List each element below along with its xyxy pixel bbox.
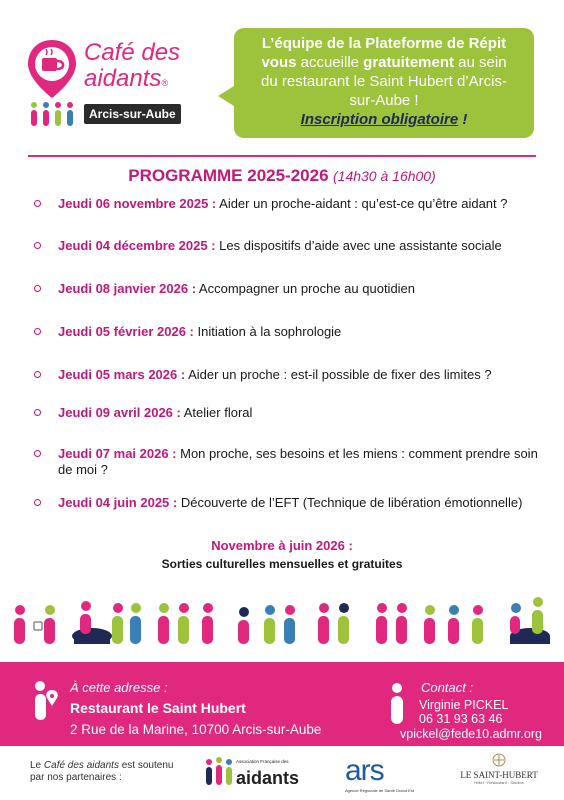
header xyxy=(0,0,564,160)
partners-intro-line2: par nos partenaires : xyxy=(30,772,122,783)
event-topic: Accompagner un proche au quotidien xyxy=(196,281,416,296)
bullet-icon xyxy=(34,371,41,378)
banner-vous: vous xyxy=(261,54,297,71)
contact-person-icon xyxy=(386,682,408,726)
partners-intro-prefix: Le xyxy=(30,760,44,771)
event-date: Jeudi 06 novembre 2025 : xyxy=(58,196,217,211)
event-date: Jeudi 07 mai 2026 : xyxy=(58,446,177,461)
signup-notice xyxy=(242,110,526,129)
banner-au-sein: au sein xyxy=(454,54,507,71)
person-figure-group xyxy=(14,597,550,644)
banner-gratuitement: gratuitement xyxy=(363,54,454,71)
partners-intro xyxy=(30,760,173,784)
partner-logo-ars xyxy=(345,754,414,793)
event-text xyxy=(58,196,558,212)
bullet-icon xyxy=(34,450,41,457)
saint-hubert-name: LE SAINT-HUBERT xyxy=(460,770,538,780)
registered-mark: ® xyxy=(161,78,169,88)
ars-sub: Agence Régionale de Santé Grand Est xyxy=(345,788,414,793)
programme-hours: (14h30 à 16h00) xyxy=(333,168,436,184)
event-text xyxy=(58,324,558,340)
aidants-word: aidants xyxy=(236,768,300,788)
contact-phone[interactable]: 06 31 93 63 46 xyxy=(419,712,503,726)
bullet-icon xyxy=(34,328,41,335)
partners-intro-rest: est soutenu xyxy=(118,760,174,771)
section-divider xyxy=(28,155,536,157)
outings-subtitle: Sorties culturelles mensuelles et gratuites xyxy=(161,557,403,571)
partners-intro-name: Café des aidants xyxy=(43,760,119,771)
signup-link[interactable]: Inscription obligatoire xyxy=(300,111,459,128)
address-label: À cette adresse : xyxy=(70,680,168,695)
contact-name: Virginie PICKEL xyxy=(419,698,509,712)
banner-line3: du restaurant le Saint Hubert d’Arcis- xyxy=(261,73,507,90)
bullet-icon xyxy=(34,242,41,249)
contact-footer xyxy=(0,662,564,746)
saint-hubert-sub: Hôtel · Restaurant · Studios xyxy=(474,780,524,785)
banner-line1-text: L’équipe de la Plateforme de Répit xyxy=(261,35,507,52)
programme-heading xyxy=(0,166,564,186)
event-text xyxy=(58,446,538,478)
event-date: Jeudi 09 avril 2026 : xyxy=(58,405,181,420)
aidants-logo-icon xyxy=(204,756,234,790)
logo-title-line1: Café des xyxy=(84,39,181,66)
aidants-small-text: Association Française des xyxy=(236,759,289,764)
event-date: Jeudi 05 mars 2026 : xyxy=(58,367,186,382)
event-topic: Initiation à la sophrologie xyxy=(193,324,342,339)
outings-section xyxy=(0,538,564,571)
logo-people-icon xyxy=(28,100,76,128)
banner-line1 xyxy=(242,34,526,53)
outings-heading: Novembre à juin 2026 : xyxy=(211,538,353,553)
ars-word: ars xyxy=(345,754,384,787)
event-date: Jeudi 08 janvier 2026 : xyxy=(58,281,197,296)
event-topic: Aider un proche-aidant : qu’est-ce qu’être aidant ? xyxy=(216,196,508,211)
event-date: Jeudi 05 février 2026 : xyxy=(58,324,194,339)
banner-line4: sur-Aube ! xyxy=(349,92,419,109)
event-text xyxy=(58,405,558,421)
event-topic: Mon proche, ses besoins et les miens : comment prendre soin de moi ? xyxy=(58,446,538,477)
programme-title: PROGRAMME 2025-2026 xyxy=(128,166,329,185)
welcome-banner xyxy=(234,28,534,138)
location-pin-icon xyxy=(30,680,60,730)
event-text xyxy=(58,238,558,254)
venue-address: 2 Rue de la Marine, 10700 Arcis-sur-Aube xyxy=(70,722,322,737)
people-illustration xyxy=(8,596,556,652)
event-topic: Atelier floral xyxy=(180,405,253,420)
banner-line2 xyxy=(242,53,526,72)
bullet-icon xyxy=(34,200,41,207)
bullet-icon xyxy=(34,409,41,416)
logo-title xyxy=(84,40,194,92)
banner-accueille: accueille xyxy=(296,54,364,71)
event-date: Jeudi 04 juin 2025 : xyxy=(58,495,178,510)
signup-suffix: ! xyxy=(458,111,468,128)
location-badge: Arcis-sur-Aube xyxy=(84,104,181,124)
bullet-icon xyxy=(34,499,41,506)
bullet-icon xyxy=(34,285,41,292)
saint-hubert-emblem-icon xyxy=(490,752,508,768)
partner-logo-saint-hubert xyxy=(454,756,544,785)
event-text xyxy=(58,281,558,297)
partner-logo-aidants xyxy=(204,756,300,792)
event-date: Jeudi 04 décembre 2025 : xyxy=(58,238,216,253)
event-topic: Les dispositifs d’aide avec une assistante sociale xyxy=(215,238,502,253)
contact-email[interactable]: vpickel@fede10.admr.org xyxy=(400,727,542,741)
logo-title-line2: aidants xyxy=(84,65,162,92)
event-text xyxy=(58,495,558,511)
event-topic: Découverte de l’EFT (Technique de libération émotionnelle) xyxy=(177,495,523,510)
banner-tail xyxy=(218,86,234,106)
event-topic: Aider un proche : est-il possible de fixer des limites ? xyxy=(185,367,492,382)
venue-name: Restaurant le Saint Hubert xyxy=(70,700,246,716)
event-text xyxy=(58,367,558,383)
contact-label: Contact : xyxy=(421,680,474,695)
